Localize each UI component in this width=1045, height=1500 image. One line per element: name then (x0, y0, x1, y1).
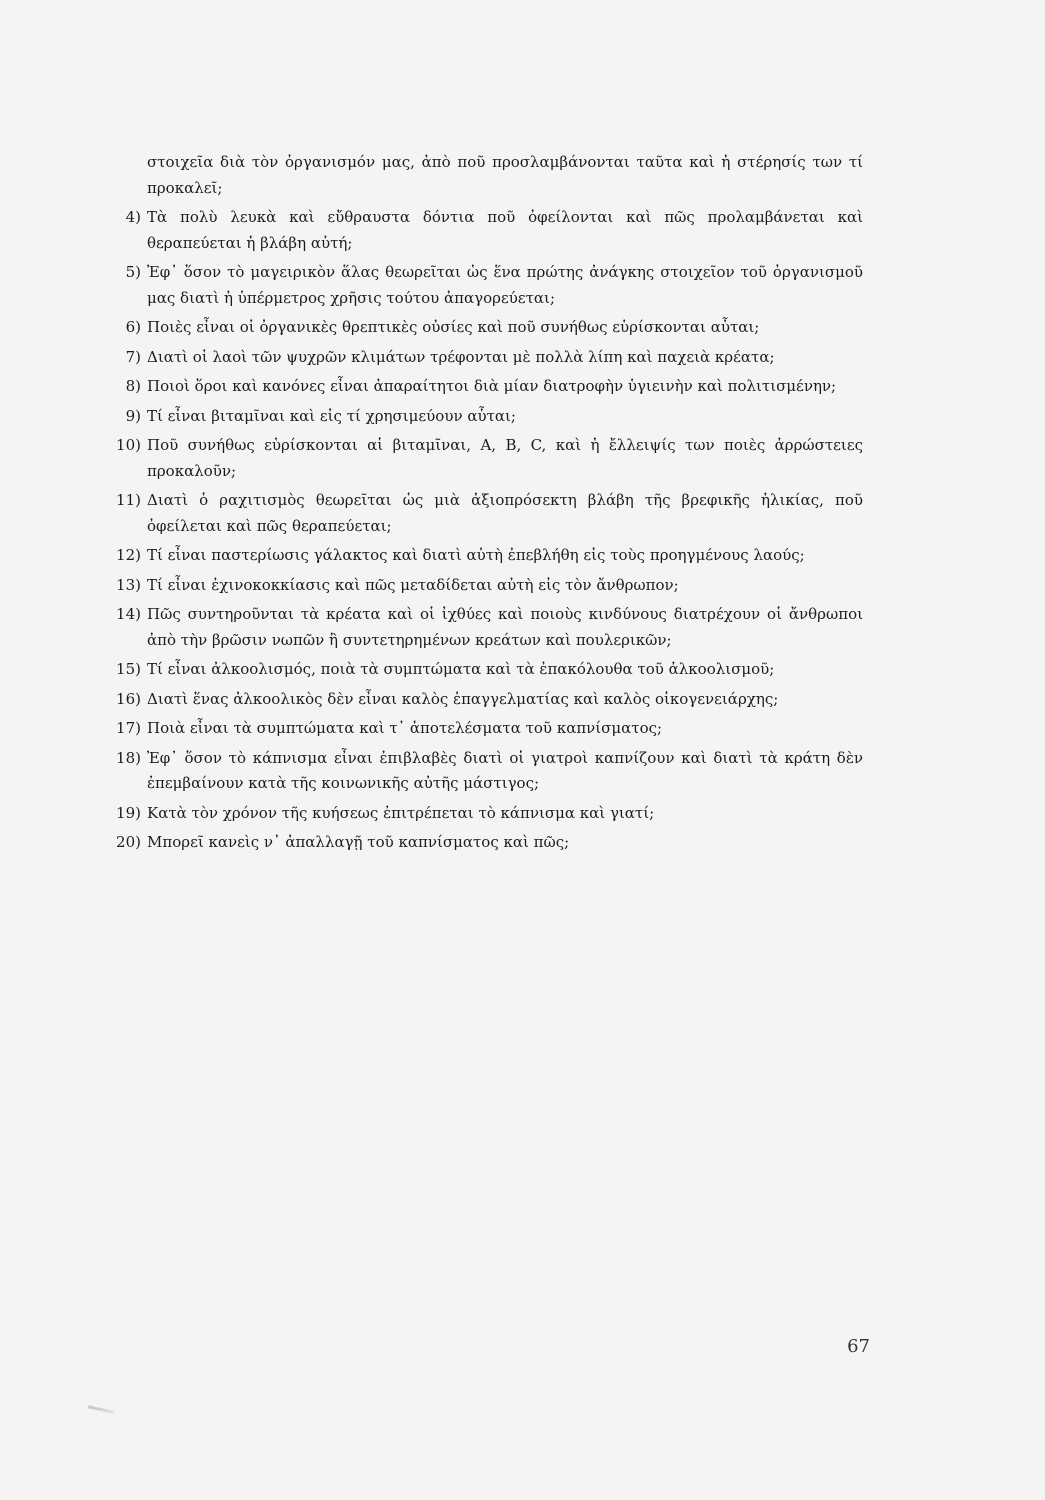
question-item (103, 687, 863, 713)
question-item (103, 433, 863, 484)
question-number: 16) (116, 689, 141, 708)
question-text: στοιχεῖα διὰ τὸν ὀργανισμόν μας, ἀπὸ ποῦ προσλαμβάνονται ταῦτα καὶ ἡ στέρησίς των τί προκαλεῖ; (147, 153, 863, 197)
question-item (103, 404, 863, 430)
question-number: 19) (116, 803, 141, 822)
page-number: 67 (847, 1336, 870, 1357)
question-text: Ἐφ᾽ ὅσον τὸ μαγειρικὸν ἅλας θεωρεῖται ὡς ἕνα πρώτης ἀνάγκης στοιχεῖον τοῦ ὀργανισμοῦ μας διατὶ ἡ ὑπέρμετρος χρῆσις τούτου ἀπαγορεύεται; (147, 263, 863, 307)
question-item (103, 716, 863, 742)
question-text: Τί εἶναι βιταμῖναι καὶ εἰς τί χρησιμεύουν αὗται; (147, 406, 516, 425)
question-number: 5) (125, 263, 141, 281)
question-text: Τὰ πολὺ λευκὰ καὶ εὔθραυστα δόντια ποῦ ὀφείλονται καὶ πῶς προλαμβάνεται καὶ θεραπεύεται ἡ βλάβη αὐτή; (147, 208, 863, 252)
question-text: Μπορεῖ κανεὶς ν᾽ ἀπαλλαγῇ τοῦ καπνίσματος καὶ πῶς; (147, 833, 570, 851)
question-item (103, 345, 863, 371)
question-item (103, 543, 863, 569)
question-text: Διατὶ ἕνας ἀλκοολικὸς δὲν εἶναι καλὸς ἐπαγγελματίας καὶ καλὸς οἰκογενειάρχης; (147, 689, 779, 708)
question-number: 11) (116, 491, 141, 509)
question-item (103, 260, 863, 311)
question-number: 20) (116, 833, 141, 851)
question-text: Ποιὲς εἶναι οἱ ὀργανικὲς θρεπτικὲς οὐσίες καὶ ποῦ συνήθως εὑρίσκονται αὗται; (147, 318, 760, 336)
question-text: Ποιοὶ ὅροι καὶ κανόνες εἶναι ἀπαραίτητοι διὰ μίαν διατροφὴν ὑγιεινὴν καὶ πολιτισμένην; (147, 377, 837, 395)
question-number: 6) (125, 318, 141, 336)
question-number: 12) (116, 546, 141, 564)
question-number: 8) (125, 377, 141, 395)
question-item (103, 657, 863, 683)
question-number: 13) (116, 575, 141, 594)
question-text: Ποῦ συνήθως εὑρίσκονται αἱ βιταμῖναι, A, B, C, καὶ ἡ ἔλλειψίς των ποιὲς ἀρρώστειες προκαλοῦν; (147, 436, 863, 480)
question-number: 9) (125, 406, 141, 425)
question-number: 15) (116, 660, 141, 678)
question-item (103, 830, 863, 856)
question-item (103, 573, 863, 599)
question-text: Κατὰ τὸν χρόνον τῆς κυήσεως ἐπιτρέπεται τὸ κάπνισμα καὶ γιατί; (147, 803, 655, 822)
question-number: 10) (116, 436, 141, 454)
question-number: 14) (116, 605, 141, 623)
question-number: 4) (125, 208, 141, 226)
question-text: Πῶς συντηροῦνται τὰ κρέατα καὶ οἱ ἰχθύες καὶ ποιοὺς κινδύνους διατρέχουν οἱ ἄνθρωποι ἀπὸ τὴν βρῶσιν νωπῶν ἢ συντετηρημένων κρεάτων καὶ πουλερικῶν; (147, 605, 863, 649)
question-text: Τί εἶναι ἐχινοκοκκίασις καὶ πῶς μεταδίδεται αὐτὴ εἰς τὸν ἄνθρωπον; (147, 575, 679, 594)
question-text: Διατὶ ὁ ραχιτισμὸς θεωρεῖται ὡς μιὰ ἀξιοπρόσεκτη βλάβη τῆς βρεφικῆς ἡλικίας, ποῦ ὀφείλεται καὶ πῶς θεραπεύεται; (147, 491, 863, 535)
question-item (103, 205, 863, 256)
question-number: 17) (116, 719, 141, 737)
question-list (103, 150, 863, 860)
question-text: Τί εἶναι ἀλκοολισμός, ποιὰ τὰ συμπτώματα καὶ τὰ ἐπακόλουθα τοῦ ἀλκοολισμοῦ; (147, 660, 775, 678)
question-text: Διατὶ οἱ λαοὶ τῶν ψυχρῶν κλιμάτων τρέφονται μὲ πολλὰ λίπη καὶ παχειὰ κρέατα; (147, 347, 775, 366)
question-item (103, 374, 863, 400)
question-text: Τί εἶναι παστερίωσις γάλακτος καὶ διατὶ αὐτὴ ἐπεβλήθη εἰς τοὺς προηγμένους λαούς; (147, 546, 805, 564)
question-item (103, 801, 863, 827)
question-item (103, 150, 863, 201)
question-number: 7) (125, 347, 141, 366)
scan-mark (88, 1405, 114, 1413)
question-text: Ἐφ᾽ ὅσον τὸ κάπνισμα εἶναι ἐπιβλαβὲς διατὶ οἱ γιατροὶ καπνίζουν καὶ διατὶ τὰ κράτη δὲν ἐπεμβαίνουν κατὰ τῆς κοινωνικῆς αὐτῆς μάστιγος; (147, 748, 863, 792)
question-item (103, 488, 863, 539)
question-item (103, 602, 863, 653)
question-number: 18) (116, 748, 141, 767)
question-text: Ποιὰ εἶναι τὰ συμπτώματα καὶ τ᾽ ἀποτελέσματα τοῦ καπνίσματος; (147, 719, 663, 737)
question-item (103, 315, 863, 341)
question-item (103, 746, 863, 797)
